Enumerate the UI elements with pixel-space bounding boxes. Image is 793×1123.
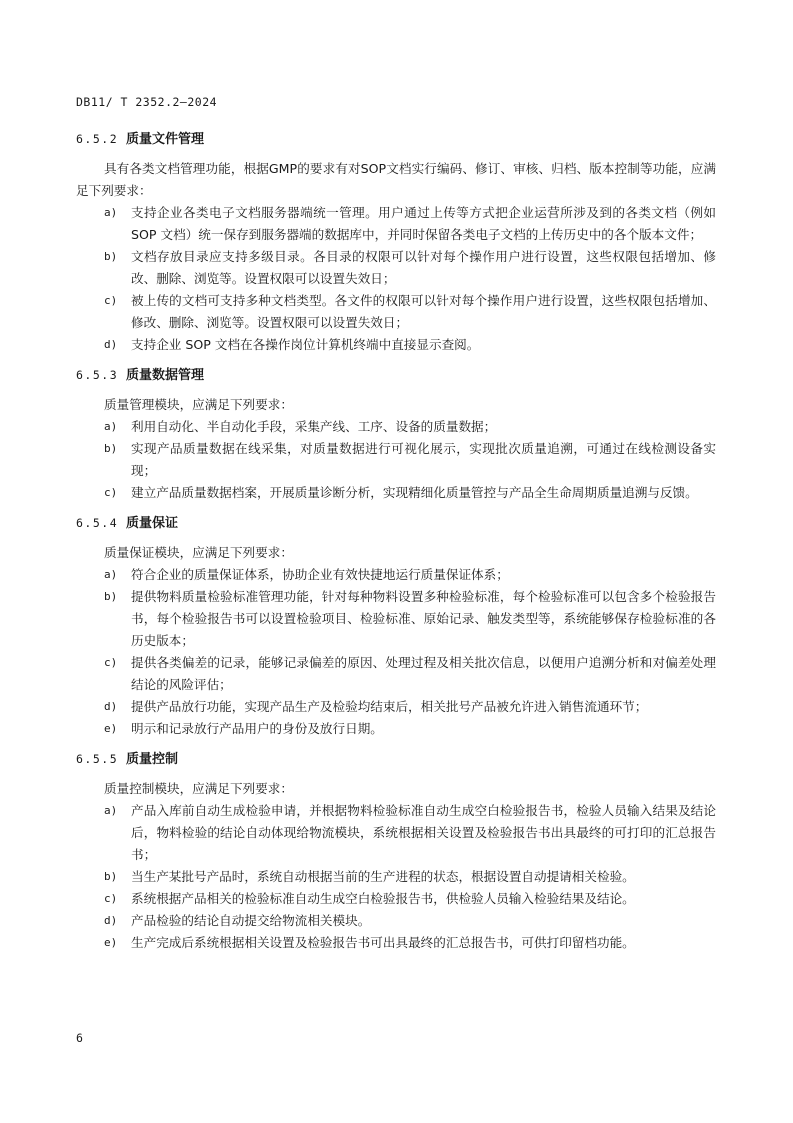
section-quality-assurance	[76, 512, 716, 740]
section-title: 质量数据管理	[126, 368, 205, 383]
list-item-label: c)	[104, 656, 118, 669]
requirement-list	[76, 416, 716, 504]
list-item-text: 文档存放目录应支持多级目录。各目录的权限可以针对每个操作用户进行设置，这些权限包括增加、修改、删除、浏览等。设置权限可以设置失效日；	[131, 249, 716, 286]
list-item	[76, 290, 716, 334]
list-item	[76, 888, 716, 910]
list-item-text: 生产完成后系统根据相关设置及检验报告书可出具最终的汇总报告书，可供打印留档功能。	[131, 935, 635, 950]
list-item-label: a)	[104, 568, 118, 581]
list-item	[76, 202, 716, 246]
list-item-label: b)	[104, 250, 118, 263]
document-id-header: DB11/ T 2352.2—2024	[76, 95, 218, 109]
list-item-text: 实现产品质量数据在线采集，对质量数据进行可视化展示，实现批次质量追溯，可通过在线检测设备实现；	[131, 441, 716, 478]
list-item-label: d)	[104, 700, 118, 713]
list-item-label: e)	[104, 722, 118, 735]
requirement-list	[76, 202, 716, 356]
list-item	[76, 910, 716, 932]
list-item-text: 被上传的文档可支持多种文档类型。各文件的权限可以针对每个操作用户进行设置，这些权限包括增加、修改、删除、浏览等。设置权限可以设置失效日；	[131, 293, 716, 330]
list-item-label: a)	[104, 420, 118, 433]
section-intro: 质量保证模块，应满足下列要求：	[104, 545, 293, 560]
list-item-label: c)	[104, 486, 118, 499]
section-heading	[76, 364, 716, 390]
list-item-label: d)	[104, 338, 118, 351]
list-item	[76, 718, 716, 740]
list-item-label: b)	[104, 590, 118, 603]
list-item-text: 提供产品放行功能，实现产品生产及检验均结束后，相关批号产品被允许进入销售流通环节；	[131, 699, 648, 714]
list-item-text: 系统根据产品相关的检验标准自动生成空白检验报告书，供检验人员输入检验结果及结论。	[131, 891, 635, 906]
requirement-list	[76, 800, 716, 954]
list-item	[76, 586, 716, 652]
requirement-list	[76, 564, 716, 740]
list-item-label: a)	[104, 804, 118, 817]
list-item	[76, 246, 716, 290]
section-intro: 质量控制模块，应满足下列要求：	[104, 781, 293, 796]
list-item	[76, 932, 716, 954]
section-number: 6.5.4	[76, 516, 119, 530]
list-item-text: 支持企业 SOP 文档在各操作岗位计算机终端中直接显示查阅。	[131, 337, 480, 352]
page-number: 6	[76, 1031, 83, 1045]
section-quality-document-management	[76, 128, 716, 356]
section-heading	[76, 128, 716, 154]
list-item-label: b)	[104, 870, 118, 883]
section-intro: 具有各类文档管理功能，根据GMP的要求有对SOP文档实行编码、修订、审核、归档、版本控制等功能，应满足下列要求：	[76, 161, 716, 198]
list-item	[76, 416, 716, 438]
list-item-text: 明示和记录放行产品用户的身份及放行日期。	[131, 721, 383, 736]
list-item-text: 当生产某批号产品时，系统自动根据当前的生产进程的状态，根据设置自动提请相关检验。	[131, 869, 635, 884]
document-body	[76, 128, 716, 962]
section-quality-data-management	[76, 364, 716, 504]
list-item-label: d)	[104, 914, 118, 927]
list-item-label: c)	[104, 294, 118, 307]
list-item	[76, 866, 716, 888]
list-item-label: b)	[104, 442, 118, 455]
section-heading	[76, 512, 716, 538]
list-item-text: 符合企业的质量保证体系，协助企业有效快捷地运行质量保证体系；	[131, 567, 509, 582]
list-item	[76, 652, 716, 696]
list-item-text: 提供物料质量检验标准管理功能，针对每种物料设置多种检验标准，每个检验标准可以包含多个检验报告书，每个检验报告书可以设置检验项目、检验标准、原始记录、触发类型等，系统能够保存检验标准的各历史版本；	[131, 589, 716, 648]
section-title: 质量文件管理	[126, 132, 205, 147]
section-quality-control	[76, 748, 716, 954]
list-item	[76, 800, 716, 866]
list-item-label: a)	[104, 206, 118, 219]
list-item	[76, 334, 716, 356]
list-item-text: 利用自动化、半自动化手段，采集产线、工序、设备的质量数据；	[131, 419, 497, 434]
section-number: 6.5.3	[76, 368, 119, 382]
section-intro: 质量管理模块，应满足下列要求：	[104, 397, 293, 412]
list-item-text: 提供各类偏差的记录，能够记录偏差的原因、处理过程及相关批次信息，以便用户追溯分析和对偏差处理结论的风险评估；	[131, 655, 716, 692]
list-item-text: 产品检验的结论自动提交给物流相关模块。	[131, 913, 371, 928]
section-number: 6.5.2	[76, 132, 119, 146]
list-item	[76, 564, 716, 586]
list-item-label: e)	[104, 936, 118, 949]
list-item-label: c)	[104, 892, 118, 905]
list-item-text: 支持企业各类电子文档服务器端统一管理。用户通过上传等方式把企业运营所涉及到的各类文档（例如 SOP 文档）统一保存到服务器端的数据库中，并同时保留各类电子文档的上传历史中的各个版本文件；	[131, 205, 716, 242]
list-item	[76, 482, 716, 504]
section-title: 质量保证	[126, 516, 179, 531]
section-title: 质量控制	[126, 752, 179, 767]
list-item	[76, 696, 716, 718]
list-item-text: 建立产品质量数据档案，开展质量诊断分析，实现精细化质量管控与产品全生命周期质量追溯与反馈。	[131, 485, 698, 500]
list-item	[76, 438, 716, 482]
section-number: 6.5.5	[76, 752, 119, 766]
list-item-text: 产品入库前自动生成检验申请，并根据物料检验标准自动生成空白检验报告书，检验人员输入结果及结论后，物料检验的结论自动体现给物流模块，系统根据相关设置及检验报告书出具最终的可打印的汇总报告书；	[131, 803, 716, 862]
section-heading	[76, 748, 716, 774]
